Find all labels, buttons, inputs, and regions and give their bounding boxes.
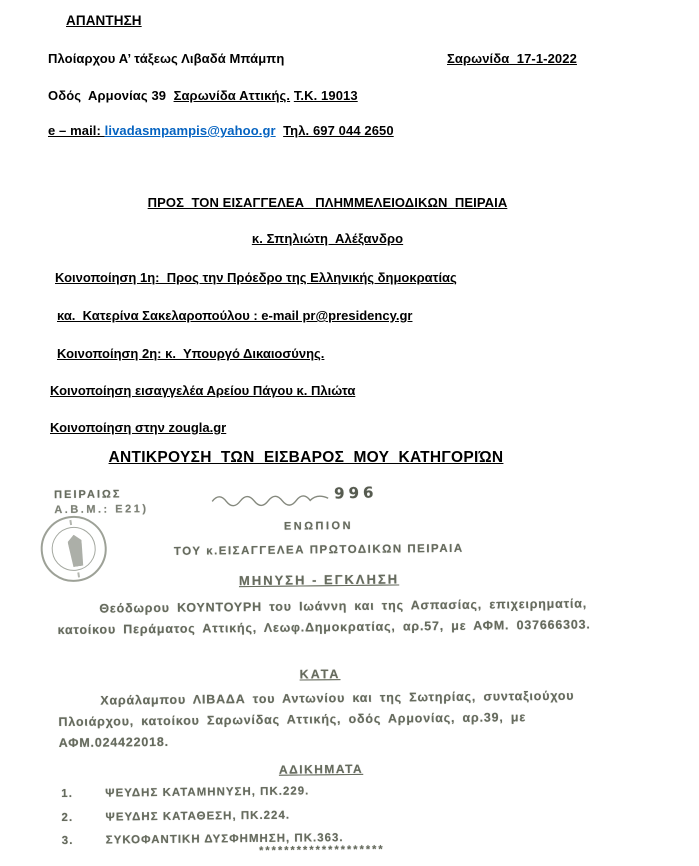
address-town: Σαρωνίδα Αττικής. [173,88,291,103]
handwritten-case-number: 996 [333,483,378,503]
offense-text: ΣΥΚΟΦΑΝΤΙΚΗ ΔΥΣΦΗΜΗΣΗ, ΠΚ.363. [105,832,344,847]
recipient-line: ΠΡΟΣ ΤΟΝ ΕΙΣΑΓΓΕΛΕΑ ΠΛΗΜΜΕΛΕΙΟΔΙΚΩΝ ΠΕΙΡΑΙΑ [147,195,508,210]
phone-number: Τηλ. 697 044 2650 [283,123,394,138]
scan-court-line: ΤΟΥ κ.ΕΙΣΑΓΓΕΛΕΑ ΠΡΩΤΟΔΙΚΩΝ ΠΕΙΡΑΙΑ [173,542,464,558]
sender-name: Πλοίαρχου Α’ τάξεως Λιβαδά Μπάμπη [48,51,285,66]
address-postcode: Τ.Κ. 19013 [293,88,358,103]
email-link[interactable]: livadasmpampis@yahoo.gr [104,123,276,138]
recipient-name: κ. Σπηλιώτη Αλέξανδρο [251,231,404,246]
cc-line-2: Κοινοποίηση 2η: κ. Υπουργό Δικαιοσύνης. [57,346,325,361]
defendant-paragraph: Χαράλαμπου ΛΙΒΑΔΑ του Αντωνίου και της Σωτηρίας, συνταξιούχου Πλοιάρχου, κατοίκου Σαρωνίδας Αττικής, οδός Αρμονίας, αρ.39, με ΑΦΜ.024422018. [58,688,575,751]
offense-text: ΨΕΥΔΗΣ ΚΑΤΑΘΕΣΗ, ΠΚ.224. [105,809,291,824]
cc-line-1: Κοινοποίηση 1η: Προς την Πρόεδρο της Ελληνικής δημοκρατίας [55,270,457,285]
scribble-line [210,492,330,507]
asterisk-separator: ******************** [259,843,385,857]
scanned-attachment [0,476,699,865]
cc-line-1b: κα. Κατερίνα Σακελαροπούλου : e-mail pr@presidency.gr [57,308,413,323]
scan-before-court-label: ΕΝΩΠΙΟΝ [283,519,354,533]
offense-text: ΨΕΥΔΗΣ ΚΑΤΑΜΗΝΥΣΗ, ΠΚ.229. [105,785,310,800]
against-heading: ΚΑΤΑ [299,667,341,682]
contact-gap [276,123,283,138]
cc-line-3: Κοινοποίηση εισαγγελέα Αρείου Πάγου κ. Πλιώτα [50,383,356,398]
address-street: Οδός Αρμονίας 39 [48,88,174,103]
plaintiff-paragraph: Θεόδωρου ΚΟΥΝΤΟΥΡΗ του Ιωάννη και της Ασπασίας, επιχειρηματία, κατοίκου Περάματος Αττικής, Λεωφ.Δημοκρατίας, αρ.57, με ΑΦΜ. 037666303. [57,596,591,638]
cc-line-4: Κοινοποίηση στην zougla.gr [50,420,227,435]
main-heading: ΑΝΤΙΚΡΟΥΣΗ ΤΩΝ ΕΙΣΒΑΡΟΣ ΜΟΥ ΚΑΤΗΓΟΡΙΏΝ [108,449,504,466]
scan-region-label: ΠΕΙΡΑΙΩΣ [54,488,122,502]
stamp-emblem [67,534,86,568]
offense-number: 2. [61,811,74,824]
scan-case-reference: Α.Β.Μ.: Ε21) [54,503,149,517]
reply-title: ΑΠΑΝΤΗΣΗ [66,13,142,28]
offenses-heading: ΑΔΙΚΗΜΑΤΑ [278,761,364,777]
sender-address [48,88,358,103]
offense-number: 1. [61,787,73,801]
scan-subject-title: ΜΗΝΥΣΗ - ΕΓΚΛΗΣΗ [238,571,400,589]
stamp-mark [69,520,72,525]
email-label: e – mail: [48,123,105,138]
letter-date: Σαρωνίδα 17-1-2022 [447,51,577,66]
offense-number: 3. [61,834,74,848]
contact-line [48,123,394,138]
